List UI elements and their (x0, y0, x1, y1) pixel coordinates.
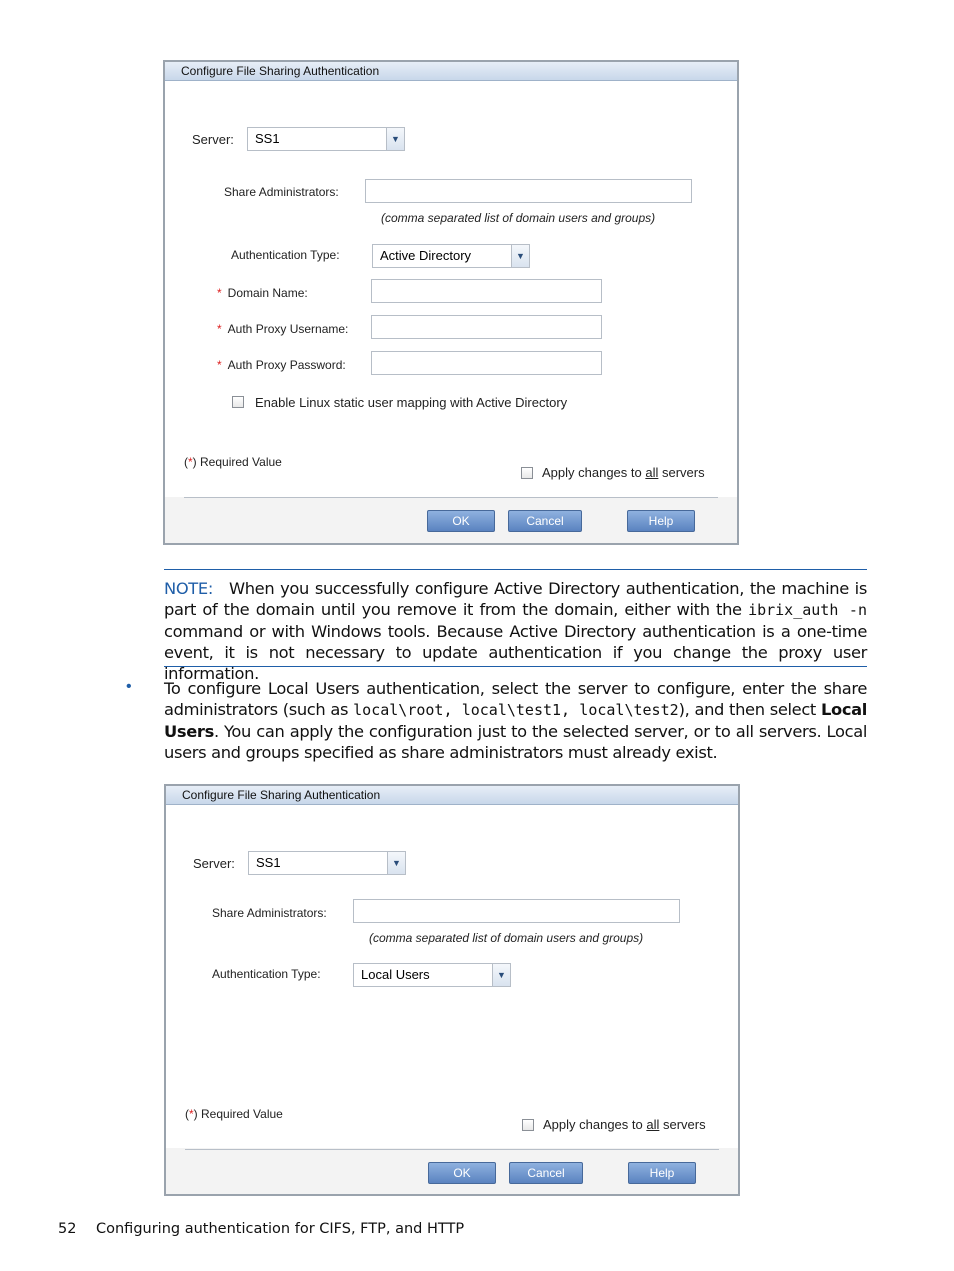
server-label: Server: (193, 856, 235, 871)
dialog-local-users (164, 784, 740, 1196)
required-asterisk: * (217, 358, 222, 372)
required-value-note: (*) Required Value (185, 1107, 283, 1121)
share-admins-hint: (comma separated list of domain users and groups) (369, 931, 644, 945)
auth-type-select[interactable] (372, 244, 530, 268)
required-value-note: (*) Required Value (184, 455, 282, 469)
auth-type-value: Active Directory (380, 248, 472, 263)
share-admins-label: Share Administrators: (224, 185, 339, 199)
domain-name-text: Domain Name: (227, 286, 308, 300)
auth-type-select[interactable] (353, 963, 511, 987)
dialog-title: Configure File Sharing Authentication (165, 62, 737, 81)
cancel-button[interactable]: Cancel (509, 1162, 583, 1184)
page-number: 52 (58, 1221, 77, 1237)
apply-all-label: Apply changes to all servers (542, 465, 705, 480)
ok-button[interactable]: OK (428, 1162, 496, 1184)
share-admins-input[interactable] (365, 179, 692, 203)
ok-button[interactable]: OK (427, 510, 495, 532)
chevron-down-icon: ▼ (492, 964, 510, 986)
dialog-active-directory (163, 60, 739, 545)
server-value: SS1 (255, 131, 280, 146)
divider (185, 1149, 719, 1150)
required-asterisk: * (217, 322, 222, 336)
server-select[interactable] (247, 127, 405, 151)
required-asterisk: * (189, 1107, 194, 1121)
server-label: Server: (192, 132, 234, 147)
note-box (164, 569, 867, 683)
proxy-pass-text: Auth Proxy Password: (227, 358, 346, 372)
required-asterisk: * (188, 455, 193, 469)
auth-type-label: Authentication Type: (231, 248, 340, 262)
share-admins-hint: (comma separated list of domain users and groups) (381, 211, 656, 225)
apply-all-checkbox[interactable] (522, 1119, 534, 1131)
help-button[interactable]: Help (628, 1162, 696, 1184)
required-asterisk: * (217, 286, 222, 300)
domain-name-input[interactable] (371, 279, 602, 303)
server-select[interactable] (248, 851, 406, 875)
apply-all-label: Apply changes to all servers (543, 1117, 706, 1132)
share-admins-input[interactable] (353, 899, 680, 923)
proxy-pass-label (217, 358, 346, 372)
proxy-user-input[interactable] (371, 315, 602, 339)
proxy-user-text: Auth Proxy Username: (227, 322, 349, 336)
apply-all-checkbox[interactable] (521, 467, 533, 479)
auth-type-value: Local Users (361, 967, 430, 982)
linux-mapping-label: Enable Linux static user mapping with Active Directory (255, 395, 568, 410)
divider (184, 497, 718, 498)
linux-mapping-checkbox[interactable] (232, 396, 244, 408)
chevron-down-icon: ▼ (511, 245, 529, 267)
bullet-bold: Local Users (164, 700, 868, 741)
note-paragraph: NOTE: When you successfully configure Active Directory authentication, the machine is part of the domain until you remove it from the domain, either with the ibrix_auth -n command or with Windows tools. Because Active Directory authentication is a one-time event, it is not necessary to update authentication if you change the proxy user information. (164, 579, 867, 683)
domain-name-label (217, 286, 308, 300)
bullet-marker: • (126, 678, 132, 695)
help-button[interactable]: Help (627, 510, 695, 532)
section-title: Configuring authentication for CIFS, FTP, and HTTP (96, 1221, 465, 1237)
bullet-code: local\root, local\test1, local\test2 (353, 701, 679, 719)
proxy-pass-input[interactable] (371, 351, 602, 375)
auth-type-label: Authentication Type: (212, 967, 321, 981)
bullet-paragraph: To configure Local Users authentication, select the server to configure, enter the share administrators (such as local\root, local\test1, local\test2), and then select Local Users. You can apply the configuration just to the selected server, or to all servers. Local users and groups specified as share administrators must already exist. (164, 679, 868, 762)
note-code: ibrix_auth -n (748, 601, 867, 619)
chevron-down-icon: ▼ (387, 852, 405, 874)
proxy-user-label (217, 322, 348, 336)
cancel-button[interactable]: Cancel (508, 510, 582, 532)
server-value: SS1 (256, 855, 281, 870)
share-admins-label: Share Administrators: (212, 906, 327, 920)
note-label: NOTE: (164, 579, 213, 598)
chevron-down-icon: ▼ (386, 128, 404, 150)
dialog-title: Configure File Sharing Authentication (166, 786, 738, 805)
